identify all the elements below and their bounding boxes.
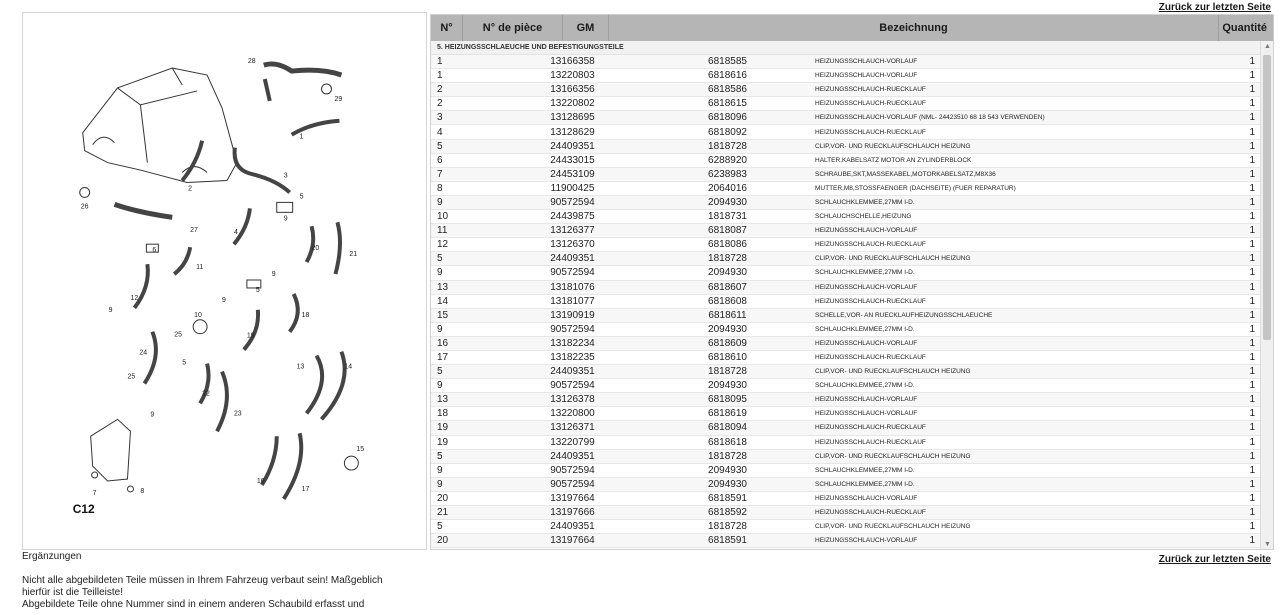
table-row[interactable] <box>431 182 1261 196</box>
row-description: HEIZUNGSSCHLAUCH-VORLAUF <box>815 58 918 66</box>
table-row[interactable] <box>431 154 1261 168</box>
diagram-label: 5 <box>255 286 260 294</box>
row-gm: 6818608 <box>708 295 747 307</box>
row-no: 1 <box>437 56 443 68</box>
row-part-number: 24409351 <box>550 521 595 533</box>
row-description: HEIZUNGSSCHLAUCH-RUECKLAUF <box>815 297 926 305</box>
info-line-1: Nicht alle abgebildeten Teile müssen in Ihrem Fahrzeug verbaut sein! Maßgeblich <box>22 575 383 586</box>
row-no: 8 <box>437 182 443 194</box>
back-link-top[interactable]: Zurück zur letzten Seite <box>1158 2 1271 13</box>
table-row[interactable] <box>431 238 1261 252</box>
table-row[interactable] <box>431 295 1261 309</box>
diagram-label: 9 <box>222 296 226 304</box>
scroll-down-arrow-icon[interactable]: ▼ <box>1264 541 1271 548</box>
row-gm: 6818618 <box>708 436 747 448</box>
row-no: 5 <box>437 140 443 152</box>
row-no: 19 <box>437 422 449 434</box>
row-quantity: 1 <box>1249 84 1255 96</box>
hose-28-branch <box>265 79 270 101</box>
table-row[interactable] <box>431 168 1261 182</box>
row-quantity: 1 <box>1249 112 1255 124</box>
table-row[interactable] <box>431 464 1261 478</box>
diagram-label: 1 <box>299 133 304 141</box>
row-no: 9 <box>437 267 443 279</box>
table-row[interactable] <box>431 309 1261 323</box>
row-part-number: 11900425 <box>550 182 595 194</box>
info-line-2: hierfür ist die Teilleiste! <box>22 587 123 598</box>
table-row[interactable] <box>431 436 1261 450</box>
table-row[interactable] <box>431 421 1261 435</box>
table-row[interactable] <box>431 125 1261 139</box>
diagram-label: 17 <box>301 485 310 493</box>
clamp-10 <box>193 320 207 334</box>
row-no: 5 <box>437 521 443 533</box>
diagram-label: 9 <box>150 411 155 419</box>
diagram-label: 8 <box>140 487 145 495</box>
hose-21 <box>335 222 340 274</box>
diagram-label: 9 <box>108 306 113 314</box>
row-quantity: 1 <box>1249 492 1255 504</box>
row-description: SCHRAUBE,SKT,MASSEKABEL,MOTORKABELSATZ,M8X36 <box>815 170 996 178</box>
row-description: CLIP,VOR- UND RUECKLAUFSCHLAUCH HEIZUNG <box>815 452 971 460</box>
hose-23 <box>217 372 227 432</box>
row-quantity: 1 <box>1249 323 1255 335</box>
row-description: HEIZUNGSSCHLAUCH-RUECKLAUF <box>815 424 926 432</box>
row-quantity: 1 <box>1249 521 1255 533</box>
row-description: SCHLAUCHKLEMMEE,27MM I-D. <box>815 382 915 390</box>
row-gm: 1818728 <box>708 140 747 152</box>
diagram-label: 12 <box>130 294 139 302</box>
row-description: HEIZUNGSSCHLAUCH-VORLAUF <box>815 339 918 347</box>
table-row[interactable] <box>431 210 1261 224</box>
row-part-number: 90572594 <box>550 464 595 476</box>
bracket-6 <box>91 419 131 481</box>
diagram-label: 5 <box>299 193 304 201</box>
table-row[interactable] <box>431 492 1261 506</box>
row-part-number: 24439875 <box>550 211 595 223</box>
diagram-label: 9 <box>283 215 288 223</box>
row-no: 9 <box>437 323 443 335</box>
row-no: 2 <box>437 84 443 96</box>
row-part-number: 90572594 <box>550 380 595 392</box>
row-quantity: 1 <box>1249 366 1255 378</box>
car-body-lines <box>118 68 198 163</box>
row-part-number: 13126378 <box>550 394 595 406</box>
row-gm: 6818087 <box>708 225 747 237</box>
row-gm: 1818728 <box>708 253 747 265</box>
table-row[interactable] <box>431 111 1261 125</box>
row-no: 6 <box>437 154 443 166</box>
row-description: SCHELLE,VOR- AN RUECKLAUFHEIZUNGSSCHLAEUCHE <box>815 311 993 319</box>
row-gm: 2094930 <box>708 267 747 279</box>
row-gm: 6818094 <box>708 422 747 434</box>
row-part-number: 24409351 <box>550 253 595 265</box>
row-quantity: 1 <box>1249 182 1255 194</box>
table-row[interactable] <box>431 55 1261 69</box>
row-quantity: 1 <box>1249 253 1255 265</box>
table-row[interactable] <box>431 281 1261 295</box>
row-part-number: 13126377 <box>550 225 595 237</box>
row-description: HEIZUNGSSCHLAUCH-VORLAUF <box>815 494 918 502</box>
row-description: CLIP,VOR- UND RUECKLAUFSCHLAUCH HEIZUNG <box>815 142 971 150</box>
diagram-label: 25 <box>174 331 182 339</box>
diagram-label: 18 <box>301 311 310 319</box>
diagram-label: 7 <box>92 489 97 497</box>
clamp-26 <box>80 187 90 197</box>
table-row[interactable] <box>431 97 1261 111</box>
header-description[interactable]: Bezeichnung <box>609 15 1219 41</box>
hose-13 <box>307 356 323 414</box>
row-no: 11 <box>437 225 448 237</box>
header-gm[interactable]: GM <box>563 15 609 41</box>
row-quantity: 1 <box>1249 352 1255 364</box>
row-description: HEIZUNGSSCHLAUCH-VORLAUF <box>815 72 918 80</box>
scroll-up-arrow-icon[interactable]: ▲ <box>1264 43 1271 50</box>
diagram-label: 9 <box>271 271 276 279</box>
diagram-label: 6 <box>152 247 157 255</box>
diagram-label: 5 <box>182 359 187 367</box>
hose-24 <box>144 332 156 384</box>
diagram-label: 28 <box>247 58 256 66</box>
diagram-label: 22 <box>202 390 210 398</box>
hose-3 <box>235 148 290 193</box>
row-description: HEIZUNGSSCHLAUCH-RUECKLAUF <box>815 86 926 94</box>
row-part-number: 90572594 <box>550 323 595 335</box>
diagram-label: 2 <box>188 185 193 193</box>
parts-diagram <box>22 12 427 550</box>
parts-table <box>430 14 1274 550</box>
row-part-number: 24409351 <box>550 450 595 462</box>
row-gm: 1818728 <box>708 521 747 533</box>
row-no: 9 <box>437 464 443 476</box>
row-no: 2 <box>437 98 443 110</box>
row-description: HEIZUNGSSCHLAUCH-VORLAUF <box>815 227 918 235</box>
row-no: 5 <box>437 450 443 462</box>
supplementary-info <box>22 551 422 611</box>
diagram-label: 20 <box>311 245 320 253</box>
diagram-label: 24 <box>139 349 148 357</box>
row-gm: 6818615 <box>708 98 747 110</box>
row-quantity: 1 <box>1249 98 1255 110</box>
table-header <box>431 15 1274 41</box>
diagram-label: 23 <box>233 410 242 418</box>
table-row[interactable] <box>431 407 1261 421</box>
row-gm: 6818586 <box>708 84 747 96</box>
row-quantity: 1 <box>1249 70 1255 82</box>
row-description: SCHLAUCHKLEMMEE,27MM I-D. <box>815 466 915 474</box>
row-part-number: 24453109 <box>550 168 595 180</box>
diagram-label: 11 <box>196 264 204 272</box>
row-quantity: 1 <box>1249 239 1255 251</box>
row-part-number: 90572594 <box>550 196 595 208</box>
diagram-code: C12 <box>72 501 95 516</box>
row-description: CLIP,VOR- UND RUECKLAUFSCHLAUCH HEIZUNG <box>815 368 971 376</box>
diagram-label: 25 <box>127 373 136 381</box>
row-quantity: 1 <box>1249 295 1255 307</box>
row-part-number: 90572594 <box>550 478 595 490</box>
row-description: HEIZUNGSSCHLAUCH-VORLAUF (NML- 24423510 68 18 543 VERWENDEN) <box>815 114 1045 122</box>
table-row[interactable] <box>431 224 1261 238</box>
diagram-label: 16 <box>256 477 265 485</box>
row-quantity: 1 <box>1249 56 1255 68</box>
table-row[interactable] <box>431 393 1261 407</box>
hose-2 <box>182 141 202 181</box>
row-quantity: 1 <box>1249 309 1255 321</box>
row-description: HEIZUNGSSCHLAUCH-RUECKLAUF <box>815 100 926 108</box>
row-gm: 6818096 <box>708 112 747 124</box>
row-no: 18 <box>437 408 449 420</box>
row-quantity: 1 <box>1249 140 1255 152</box>
row-quantity: 1 <box>1249 464 1255 476</box>
row-gm: 6818591 <box>708 535 747 547</box>
row-description: HEIZUNGSSCHLAUCH-RUECKLAUF <box>815 509 926 517</box>
row-no: 9 <box>437 196 443 208</box>
row-part-number: 13197664 <box>550 492 595 504</box>
table-row[interactable] <box>431 252 1261 266</box>
table-row[interactable] <box>431 83 1261 97</box>
clamp-15 <box>344 456 358 470</box>
hose-28 <box>264 64 342 75</box>
row-quantity: 1 <box>1249 422 1255 434</box>
row-no: 10 <box>437 211 449 223</box>
row-gm: 6818619 <box>708 408 747 420</box>
table-row[interactable] <box>431 266 1261 280</box>
row-gm: 2064016 <box>708 182 747 194</box>
row-part-number: 24409351 <box>550 366 595 378</box>
row-gm: 6818611 <box>708 309 747 321</box>
hose-27 <box>115 204 173 217</box>
diagram-label: 21 <box>349 251 358 259</box>
diagram-label: 4 <box>233 229 238 237</box>
row-part-number: 24433015 <box>550 154 595 166</box>
row-part-number: 13126370 <box>550 239 595 251</box>
header-no[interactable]: N° <box>431 15 463 41</box>
row-quantity: 1 <box>1249 450 1255 462</box>
info-heading: Ergänzungen <box>22 551 82 562</box>
row-gm: 6818616 <box>708 70 747 82</box>
row-quantity: 1 <box>1249 436 1255 448</box>
row-description: HALTER,KABELSATZ MOTOR AN ZYLINDERBLOCK <box>815 156 972 164</box>
row-description: CLIP,VOR- UND RUECKLAUFSCHLAUCH HEIZUNG <box>815 523 971 531</box>
row-quantity: 1 <box>1249 380 1255 392</box>
row-description: HEIZUNGSSCHLAUCH-RUECKLAUF <box>815 354 926 362</box>
row-description: SCHLAUCHKLEMMEE,27MM I-D. <box>815 325 915 333</box>
row-description: SCHLAUCHKLEMMEE,27MM I-D. <box>815 198 915 206</box>
row-description: HEIZUNGSSCHLAUCH-VORLAUF <box>815 396 918 404</box>
section-heading: 5. HEIZUNGSSCHLAEUCHE UND BEFESTIGUNGSTEILE <box>431 41 1261 55</box>
row-quantity: 1 <box>1249 281 1255 293</box>
row-gm: 6818095 <box>708 394 747 406</box>
row-description: HEIZUNGSSCHLAUCH-VORLAUF <box>815 410 918 418</box>
row-description: HEIZUNGSSCHLAUCH-VORLAUF <box>815 283 918 291</box>
row-quantity: 1 <box>1249 154 1255 166</box>
row-no: 1 <box>437 70 443 82</box>
row-gm: 6818086 <box>708 239 747 251</box>
row-no: 20 <box>437 535 449 547</box>
row-description: SCHLAUCHKLEMMEE,27MM I-D. <box>815 480 915 488</box>
row-no: 21 <box>437 507 449 519</box>
table-row[interactable] <box>431 69 1261 83</box>
row-quantity: 1 <box>1249 507 1255 519</box>
row-no: 13 <box>437 281 449 293</box>
row-gm: 6288920 <box>708 154 747 166</box>
row-gm: 6238983 <box>708 168 747 180</box>
row-gm: 6818592 <box>708 507 747 519</box>
row-part-number: 13197664 <box>550 535 595 547</box>
table-row[interactable] <box>431 196 1261 210</box>
row-gm: 6818609 <box>708 337 747 349</box>
row-gm: 2094930 <box>708 478 747 490</box>
row-gm: 2094930 <box>708 196 747 208</box>
nut-8 <box>127 486 133 492</box>
row-no: 9 <box>437 478 443 490</box>
diagram-label: 29 <box>334 95 343 103</box>
clamp-29 <box>322 84 332 94</box>
row-description: CLIP,VOR- UND RUECKLAUFSCHLAUCH HEIZUNG <box>815 255 971 263</box>
row-gm: 6818585 <box>708 56 747 68</box>
diagram-label: 3 <box>283 172 288 180</box>
row-gm: 6818591 <box>708 492 747 504</box>
row-part-number: 13181077 <box>550 295 595 307</box>
row-part-number: 13182235 <box>550 352 595 364</box>
exploded-view-drawing <box>23 13 426 549</box>
row-no: 9 <box>437 380 443 392</box>
row-gm: 6818607 <box>708 281 747 293</box>
diagram-label: 14 <box>344 363 353 371</box>
table-row[interactable] <box>431 351 1261 365</box>
row-description: HEIZUNGSSCHLAUCH-VORLAUF <box>815 537 918 545</box>
row-quantity: 1 <box>1249 126 1255 138</box>
row-part-number: 13126371 <box>550 422 595 434</box>
table-row[interactable] <box>431 478 1261 492</box>
row-quantity: 1 <box>1249 535 1255 547</box>
diagram-label: 10 <box>194 311 202 319</box>
hose-4 <box>234 208 250 244</box>
scroll-thumb[interactable] <box>1263 55 1271 340</box>
diagram-label: 15 <box>356 446 365 454</box>
row-quantity: 1 <box>1249 408 1255 420</box>
row-no: 5 <box>437 253 443 265</box>
hose-14 <box>322 352 345 420</box>
hose-18 <box>290 294 298 332</box>
row-part-number: 24409351 <box>550 140 595 152</box>
table-row[interactable] <box>431 534 1261 548</box>
row-no: 15 <box>437 309 449 321</box>
row-description: HEIZUNGSSCHLAUCH-RUECKLAUF <box>815 438 926 446</box>
hose-17 <box>284 433 302 499</box>
info-line-3: Abgebildete Teile ohne Nummer sind in einem anderen Schaubild erfasst und <box>22 599 365 610</box>
diagram-label: 27 <box>190 227 198 235</box>
row-part-number: 13182234 <box>550 337 595 349</box>
row-no: 3 <box>437 112 443 124</box>
row-gm: 6818610 <box>708 352 747 364</box>
table-scrollbar[interactable] <box>1260 41 1273 550</box>
row-no: 4 <box>437 126 443 138</box>
back-link-bottom[interactable]: Zurück zur letzten Seite <box>1158 554 1271 565</box>
table-row[interactable] <box>431 337 1261 351</box>
table-row[interactable] <box>431 506 1261 520</box>
row-gm: 2094930 <box>708 464 747 476</box>
car-body-outline <box>83 68 237 182</box>
diagram-label: 13 <box>296 363 305 371</box>
row-gm: 2094930 <box>708 380 747 392</box>
row-description: HEIZUNGSSCHLAUCH-RUECKLAUF <box>815 241 926 249</box>
table-row[interactable] <box>431 140 1261 154</box>
row-description: SCHLAUCHSCHELLE,HEIZUNG <box>815 213 912 221</box>
diagram-label: 26 <box>80 203 89 211</box>
table-row[interactable] <box>431 365 1261 379</box>
row-no: 7 <box>437 168 443 180</box>
row-no: 19 <box>437 436 449 448</box>
row-gm: 6818092 <box>708 126 747 138</box>
table-row[interactable] <box>431 323 1261 337</box>
table-row[interactable] <box>431 520 1261 534</box>
row-no: 20 <box>437 492 449 504</box>
row-part-number: 13128695 <box>550 112 595 124</box>
row-no: 12 <box>437 239 449 251</box>
row-part-number: 13190919 <box>550 309 595 321</box>
bolt-7 <box>92 472 98 478</box>
row-part-number: 13197666 <box>550 507 595 519</box>
row-quantity: 1 <box>1249 394 1255 406</box>
row-description: HEIZUNGSSCHLAUCH-RUECKLAUF <box>815 128 926 136</box>
row-part-number: 13220799 <box>550 436 595 448</box>
row-gm: 1818728 <box>708 450 747 462</box>
row-description: SCHLAUCHKLEMMEE,27MM I-D. <box>815 269 915 277</box>
header-part-number[interactable]: N° de pièce <box>463 15 563 41</box>
hose-19 <box>244 310 258 350</box>
table-row[interactable] <box>431 450 1261 464</box>
row-description: MUTTER,M8,STOSSFAENGER (DACHSEITE) (FUER REPARATUR) <box>815 184 1016 192</box>
hose-11 <box>174 247 190 274</box>
row-quantity: 1 <box>1249 225 1255 237</box>
row-no: 13 <box>437 394 449 406</box>
hose-1 <box>292 121 340 135</box>
row-gm: 1818731 <box>708 211 747 223</box>
row-part-number: 13128629 <box>550 126 595 138</box>
row-gm: 2094930 <box>708 323 747 335</box>
row-part-number: 13220802 <box>550 98 595 110</box>
row-no: 17 <box>437 352 449 364</box>
row-no: 5 <box>437 366 443 378</box>
diagram-label: 19 <box>246 332 255 340</box>
row-part-number: 13220800 <box>550 408 595 420</box>
row-part-number: 13181076 <box>550 281 595 293</box>
row-quantity: 1 <box>1249 267 1255 279</box>
row-quantity: 1 <box>1249 337 1255 349</box>
row-quantity: 1 <box>1249 478 1255 490</box>
row-part-number: 13166356 <box>550 84 595 96</box>
row-part-number: 13166358 <box>550 56 595 68</box>
clip-5 <box>277 202 293 212</box>
row-gm: 1818728 <box>708 366 747 378</box>
row-no: 14 <box>437 295 449 307</box>
row-part-number: 13220803 <box>550 70 595 82</box>
header-quantity[interactable]: Quantité <box>1222 22 1267 34</box>
row-quantity: 1 <box>1249 196 1255 208</box>
row-no: 16 <box>437 337 449 349</box>
row-part-number: 90572594 <box>550 267 595 279</box>
row-quantity: 1 <box>1249 168 1255 180</box>
table-row[interactable] <box>431 379 1261 393</box>
table-body <box>431 41 1261 550</box>
row-quantity: 1 <box>1249 211 1255 223</box>
